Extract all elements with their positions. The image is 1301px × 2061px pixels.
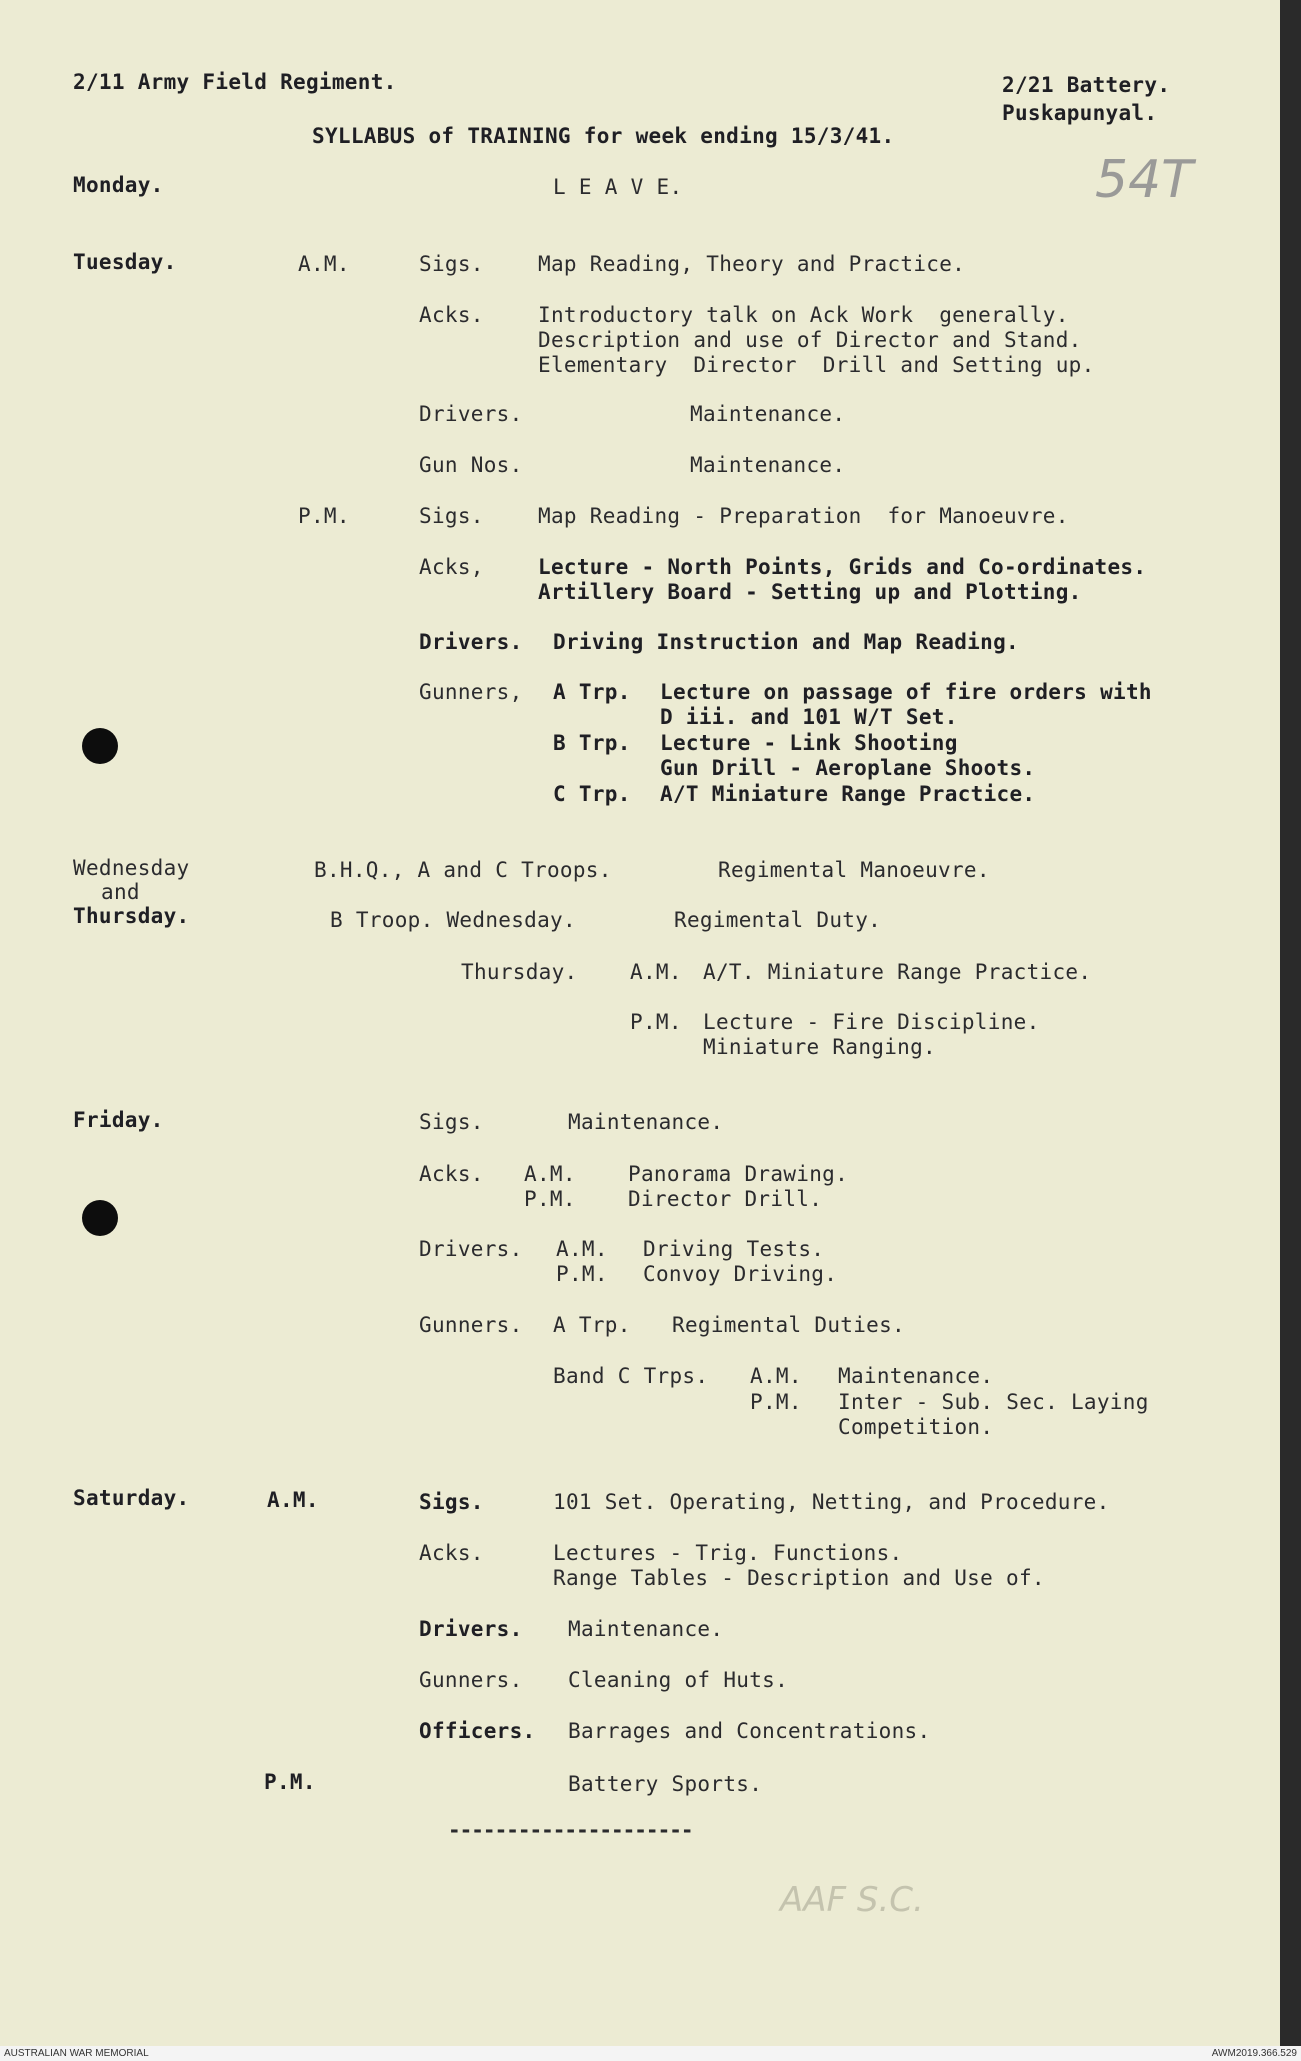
friday-gunners-bc: Band C Trps. <box>553 1364 709 1388</box>
friday-acks-am: A.M. <box>524 1162 576 1186</box>
regiment-heading: 2/11 Army Field Regiment. <box>73 70 397 94</box>
tuesday-pm-acks-line2: Artillery Board - Setting up and Plotting. <box>538 580 1082 604</box>
tuesday-am: A.M. <box>298 252 350 276</box>
day-monday: Monday. <box>73 173 164 197</box>
friday-drivers-pm: P.M. <box>556 1262 608 1286</box>
punch-hole-lower <box>82 1200 118 1236</box>
thursday-label: Thursday. <box>461 960 578 984</box>
day-and: and <box>101 880 140 904</box>
saturday-officers-label: Officers. <box>419 1719 536 1743</box>
saturday-sigs-label: Sigs. <box>419 1490 484 1514</box>
tuesday-c-trp-label: C Trp. <box>553 782 631 806</box>
bhq-text: Regimental Manoeuvre. <box>718 858 990 882</box>
day-thursday: Thursday. <box>73 904 190 928</box>
saturday-acks-line1: Lectures - Trig. Functions. <box>553 1541 903 1565</box>
saturday-am: A.M. <box>267 1488 319 1512</box>
tuesday-a-trp-label: A Trp. <box>553 680 631 704</box>
punch-hole-upper <box>82 728 118 764</box>
day-friday: Friday. <box>73 1108 164 1132</box>
tuesday-am-acks-line1: Introductory talk on Ack Work generally. <box>538 303 1069 327</box>
friday-drivers-label: Drivers. <box>419 1237 523 1261</box>
tuesday-am-acks-line3: Elementary Director Drill and Setting up. <box>538 353 1095 377</box>
friday-gunners-label: Gunners. <box>419 1313 523 1337</box>
friday-bc-am: A.M. <box>750 1364 802 1388</box>
tuesday-am-acks-line2: Description and use of Director and Stand. <box>538 328 1082 352</box>
bhq-label: B.H.Q., A and C Troops. <box>314 858 612 882</box>
btroop-text: Regimental Duty. <box>674 908 882 932</box>
friday-bc-am-text: Maintenance. <box>838 1364 994 1388</box>
friday-acks-am-text: Panorama Drawing. <box>628 1162 849 1186</box>
tuesday-am-gunnos-label: Gun Nos. <box>419 453 523 477</box>
tuesday-pm-acks-line1: Lecture - North Points, Grids and Co-ordinates. <box>538 555 1147 579</box>
friday-sigs-label: Sigs. <box>419 1110 484 1134</box>
saturday-gunners-label: Gunners. <box>419 1668 523 1692</box>
friday-bc-pm-line1: Inter - Sub. Sec. Laying <box>838 1390 1149 1414</box>
friday-acks-pm: P.M. <box>524 1187 576 1211</box>
saturday-drivers-text: Maintenance. <box>568 1617 724 1641</box>
location-heading: Puskapunyal. <box>1002 101 1158 125</box>
saturday-officers-text: Barrages and Concentrations. <box>568 1719 931 1743</box>
tuesday-am-sigs-text: Map Reading, Theory and Practice. <box>538 252 966 276</box>
tuesday-am-gunnos-text: Maintenance. <box>690 453 846 477</box>
friday-sigs-text: Maintenance. <box>568 1110 724 1134</box>
thursday-pm-line1: Lecture - Fire Discipline. <box>703 1010 1040 1034</box>
tuesday-c-trp-line1: A/T Miniature Range Practice. <box>660 782 1036 806</box>
friday-bc-pm-line2: Competition. <box>838 1415 994 1439</box>
tuesday-a-trp-line2: D iii. and 101 W/T Set. <box>660 705 958 729</box>
friday-drivers-am-text: Driving Tests. <box>643 1237 825 1261</box>
btroop-label: B Troop. Wednesday. <box>330 908 576 932</box>
thursday-pm-line2: Miniature Ranging. <box>703 1035 936 1059</box>
tuesday-am-acks-label: Acks. <box>419 303 484 327</box>
footer-accession-number: AWM2019.366.529 <box>1211 2048 1297 2059</box>
friday-gunners-a-text: Regimental Duties. <box>672 1313 905 1337</box>
saturday-drivers-label: Drivers. <box>419 1617 523 1641</box>
friday-drivers-am: A.M. <box>556 1237 608 1261</box>
tuesday-b-trp-label: B Trp. <box>553 731 631 755</box>
monday-leave: L E A V E. <box>553 175 683 199</box>
archive-footer <box>0 2046 1301 2061</box>
friday-bc-pm: P.M. <box>750 1390 802 1414</box>
document-title: SYLLABUS of TRAINING for week ending 15/3/41. <box>312 124 895 148</box>
day-saturday: Saturday. <box>73 1486 190 1510</box>
tuesday-b-trp-line1: Lecture - Link Shooting <box>660 731 958 755</box>
tuesday-b-trp-line2: Gun Drill - Aeroplane Shoots. <box>660 756 1036 780</box>
thursday-am-text: A/T. Miniature Range Practice. <box>703 960 1092 984</box>
faint-pencil-annotation: AAF S.C. <box>780 1880 924 1920</box>
saturday-sigs-text: 101 Set. Operating, Netting, and Procedure. <box>553 1490 1110 1514</box>
tuesday-am-drivers-label: Drivers. <box>419 402 523 426</box>
saturday-acks-label: Acks. <box>419 1541 484 1565</box>
friday-drivers-pm-text: Convoy Driving. <box>643 1262 838 1286</box>
tuesday-pm-drivers-label: Drivers. <box>419 630 523 654</box>
tuesday-a-trp-line1: Lecture on passage of fire orders with <box>660 680 1152 704</box>
saturday-gunners-text: Cleaning of Huts. <box>568 1668 789 1692</box>
folio-number: 54T <box>1095 150 1193 210</box>
day-tuesday: Tuesday. <box>73 250 177 274</box>
battery-heading: 2/21 Battery. <box>1002 73 1171 97</box>
tuesday-pm-sigs-text: Map Reading - Preparation for Manoeuvre. <box>538 504 1069 528</box>
tuesday-pm-acks-label: Acks, <box>419 555 484 579</box>
tuesday-pm-sigs-label: Sigs. <box>419 504 484 528</box>
thursday-am: A.M. <box>630 960 682 984</box>
friday-acks-pm-text: Director Drill. <box>628 1187 823 1211</box>
tuesday-pm-drivers-text: Driving Instruction and Map Reading. <box>553 630 1019 654</box>
day-wednesday: Wednesday <box>73 856 190 880</box>
footer-institution: AUSTRALIAN WAR MEMORIAL <box>4 2048 149 2059</box>
tuesday-am-sigs-label: Sigs. <box>419 252 484 276</box>
friday-acks-label: Acks. <box>419 1162 484 1186</box>
saturday-acks-line2: Range Tables - Description and Use of. <box>553 1566 1045 1590</box>
saturday-pm-text: Battery Sports. <box>568 1772 763 1796</box>
tuesday-pm: P.M. <box>298 504 350 528</box>
tuesday-am-drivers-text: Maintenance. <box>690 402 846 426</box>
saturday-pm: P.M. <box>264 1770 316 1794</box>
tuesday-pm-gunners-label: Gunners, <box>419 680 523 704</box>
friday-gunners-a: A Trp. <box>553 1313 631 1337</box>
closing-rule: --------------------- <box>448 1818 693 1842</box>
thursday-pm: P.M. <box>630 1010 682 1034</box>
